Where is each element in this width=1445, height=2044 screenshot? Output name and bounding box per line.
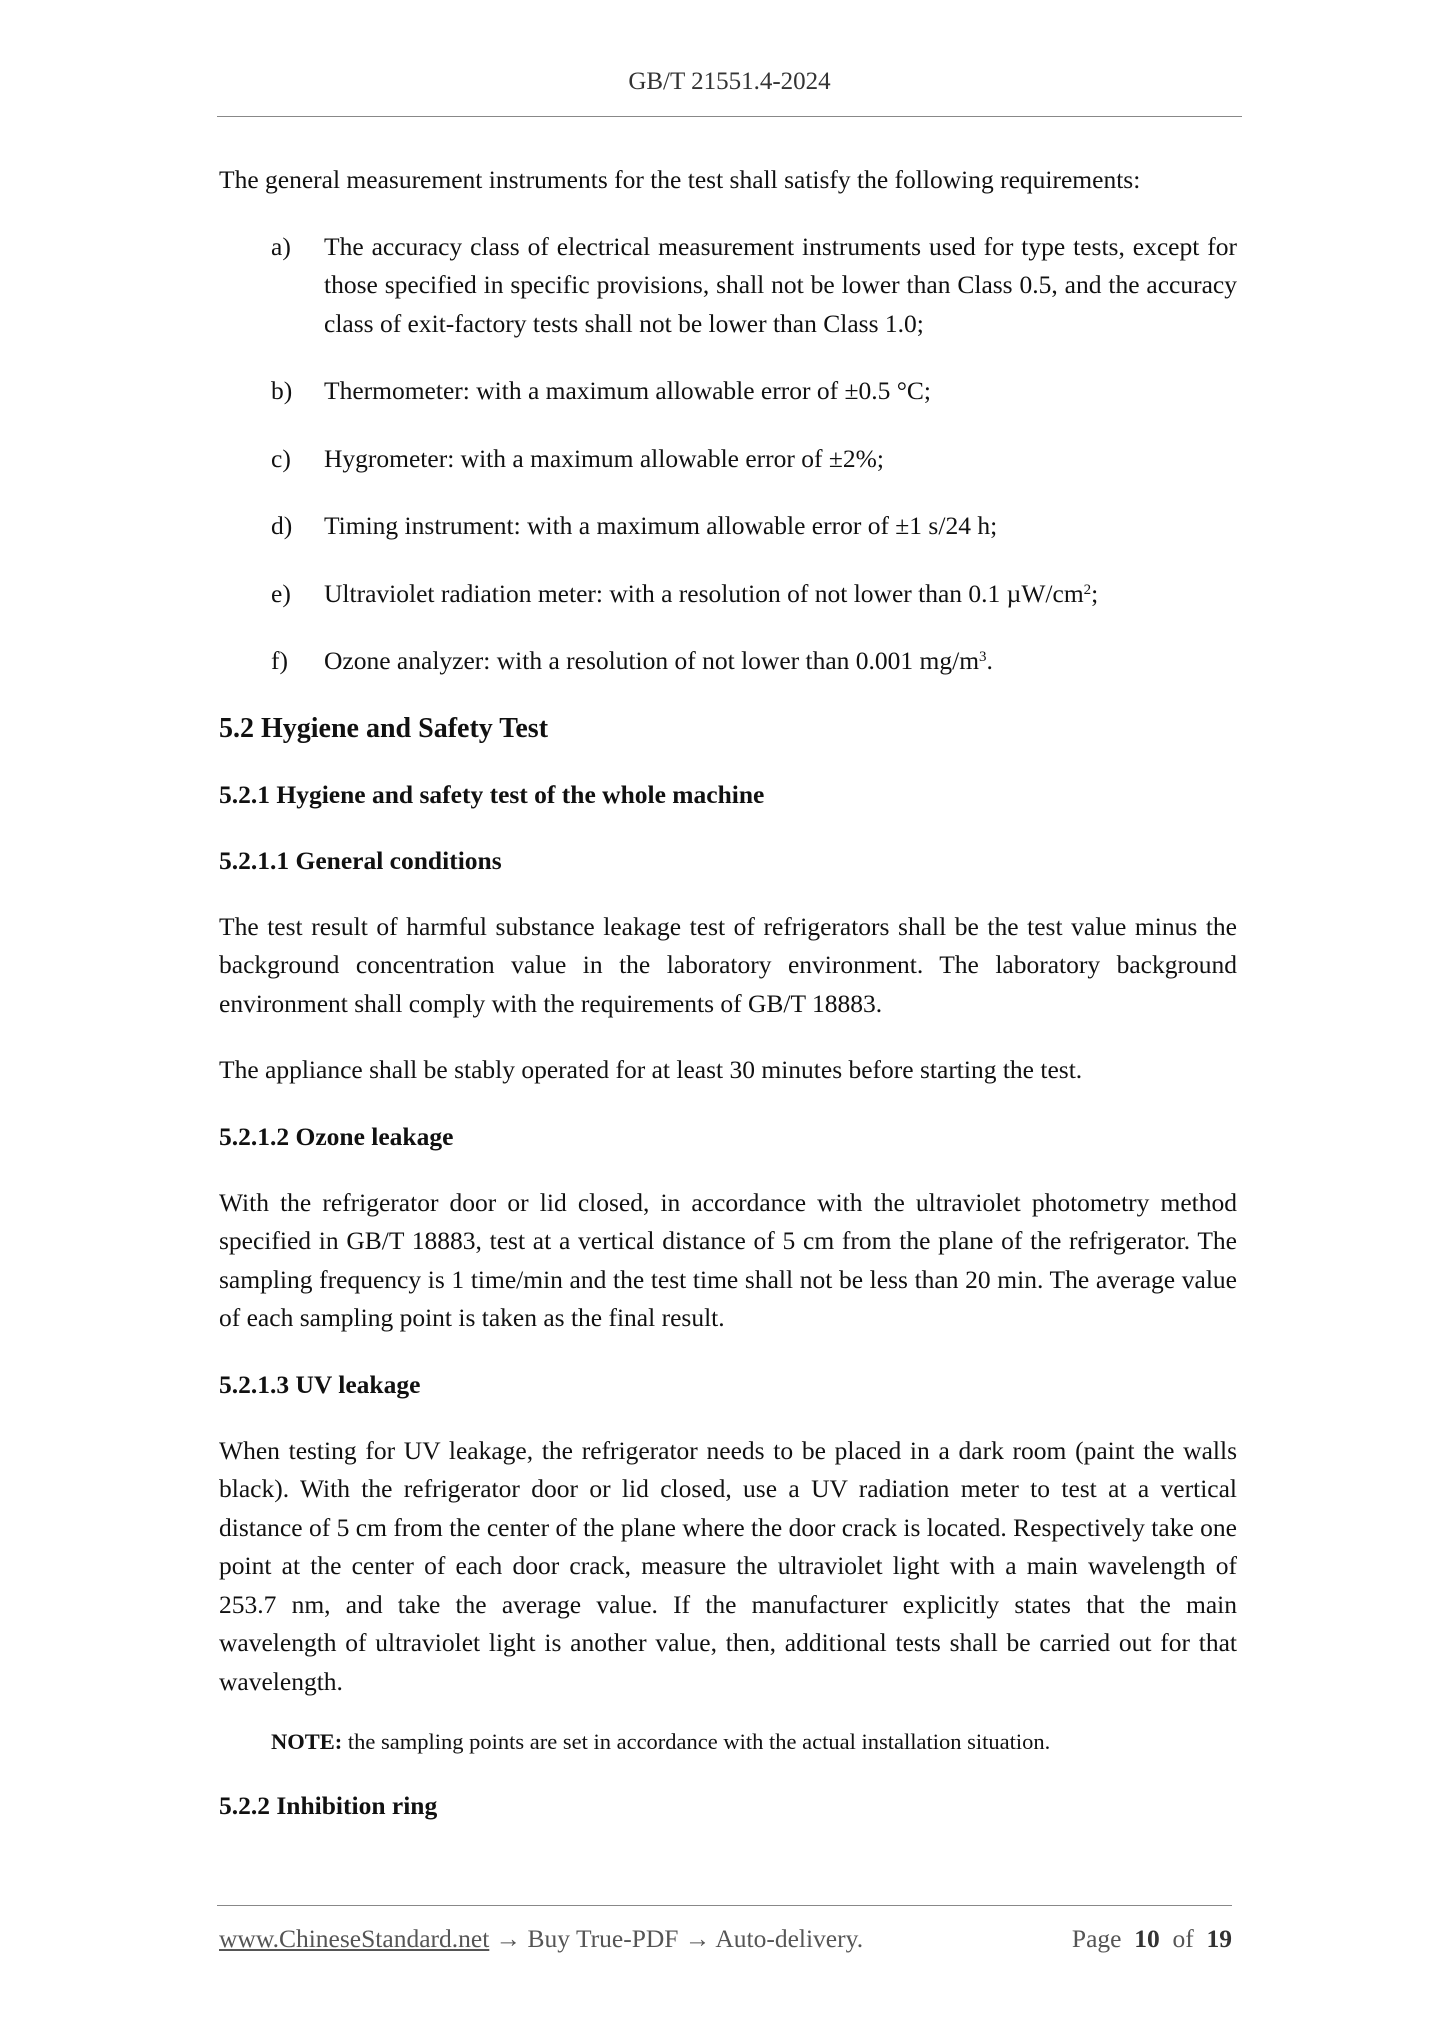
website-link[interactable]: www.ChineseStandard.net <box>219 1924 490 1953</box>
subsection-heading: 5.2.2 Inhibition ring <box>219 1791 438 1820</box>
list-text-wrapper <box>324 642 1237 681</box>
note <box>271 1725 1237 1759</box>
page-total: 19 <box>1206 1924 1232 1953</box>
list-text: The accuracy class of electrical measurement instruments used for type tests, except for those specified in specific provisions, shall not be lower than Class 0.5, and the accuracy class of exit-factory tests shall not be lower than Class 1.0; <box>324 231 1237 338</box>
list-marker: d) <box>271 511 293 540</box>
header-divider <box>217 116 1242 117</box>
page-of: of <box>1172 1924 1194 1953</box>
section-heading: 5.2 Hygiene and Safety Test <box>219 712 549 744</box>
list-marker: f) <box>271 646 288 675</box>
intro-paragraph: The general measurement instruments for the test shall satisfy the following requirements: <box>219 165 1141 194</box>
list-item <box>219 575 1237 614</box>
subsection-heading: 5.2.1 Hygiene and safety test of the whole machine <box>219 779 765 809</box>
arrow-icon: → <box>678 1924 716 1953</box>
page-label: Page <box>1071 1924 1122 1953</box>
paragraph: When testing for UV leakage, the refrigerator needs to be placed in a dark room (paint the walls black). With the refrigerator door or lid closed, use a UV radiation meter to test at a vertical distance of 5 cm from the center of the plane where the door crack is located. Respectively take one point at the center of each door crack, measure the ultraviolet light with a main wavelength of 253.7 nm, and take the average value. If the manufacturer explicitly states that the main wavelength of ultraviolet light is another value, then, additional tests shall be carried out for that wavelength. <box>219 1435 1237 1696</box>
footer-promo <box>219 1924 863 1954</box>
list-item <box>219 440 1237 479</box>
list-marker: a) <box>271 231 291 261</box>
requirements-list <box>219 228 1237 681</box>
page-current: 10 <box>1134 1924 1160 1953</box>
superscript: 3 <box>979 649 987 665</box>
page-body <box>219 161 1237 1853</box>
superscript: 2 <box>1083 581 1092 598</box>
list-item <box>219 228 1237 344</box>
list-item <box>219 642 1237 681</box>
list-marker: e) <box>271 578 291 608</box>
list-text-wrapper <box>324 575 1237 614</box>
subsection-heading: 5.2.1.2 Ozone leakage <box>219 1121 454 1151</box>
note-text: the sampling points are set in accordance with the actual installation situation. <box>342 1729 1051 1754</box>
page-footer <box>219 1924 1232 1954</box>
paragraph: With the refrigerator door or lid closed, in accordance with the ultraviolet photometry method specified in GB/T 18883, test at a vertical distance of 5 cm from the plane of the refrigerator. The sampling frequency is 1 time/min and the test time shall not be less than 20 min. The average value of each sampling point is taken as the final result. <box>219 1187 1237 1332</box>
note-label: NOTE: <box>271 1729 343 1754</box>
document-header: GB/T 21551.4-2024 <box>628 68 831 95</box>
delivery-text: Auto-delivery. <box>715 1924 864 1953</box>
list-text: Hygrometer: with a maximum allowable error of ±2%; <box>324 443 884 473</box>
arrow-icon: → <box>489 1924 528 1953</box>
list-item <box>219 507 1237 546</box>
subsection-heading: 5.2.1.1 General conditions <box>219 845 502 875</box>
list-text: Ultraviolet radiation meter: with a resolution of not lower than 0.1 µW/cm <box>324 578 1084 608</box>
page-number <box>1072 1924 1232 1954</box>
list-text: Ozone analyzer: with a resolution of not lower than 0.001 mg/m <box>324 646 980 675</box>
list-marker: c) <box>271 443 291 473</box>
list-text-end: ; <box>1091 578 1099 608</box>
list-text: Thermometer: with a maximum allowable error of ±0.5 °C; <box>324 376 931 405</box>
list-item <box>219 372 1237 411</box>
list-text: Timing instrument: with a maximum allowable error of ±1 s/24 h; <box>324 511 998 540</box>
subsection-heading: 5.2.1.3 UV leakage <box>219 1369 421 1399</box>
paragraph: The appliance shall be stably operated for at least 30 minutes before starting the test. <box>219 1055 1083 1084</box>
list-marker: b) <box>271 376 293 405</box>
buy-text: Buy True-PDF <box>527 1924 679 1953</box>
list-text-end: . <box>986 646 993 675</box>
footer-divider <box>217 1905 1232 1906</box>
paragraph: The test result of harmful substance leakage test of refrigerators shall be the test value minus the background concentration value in the laboratory environment. The laboratory background environment shall comply with the requirements of GB/T 18883. <box>219 911 1237 1018</box>
